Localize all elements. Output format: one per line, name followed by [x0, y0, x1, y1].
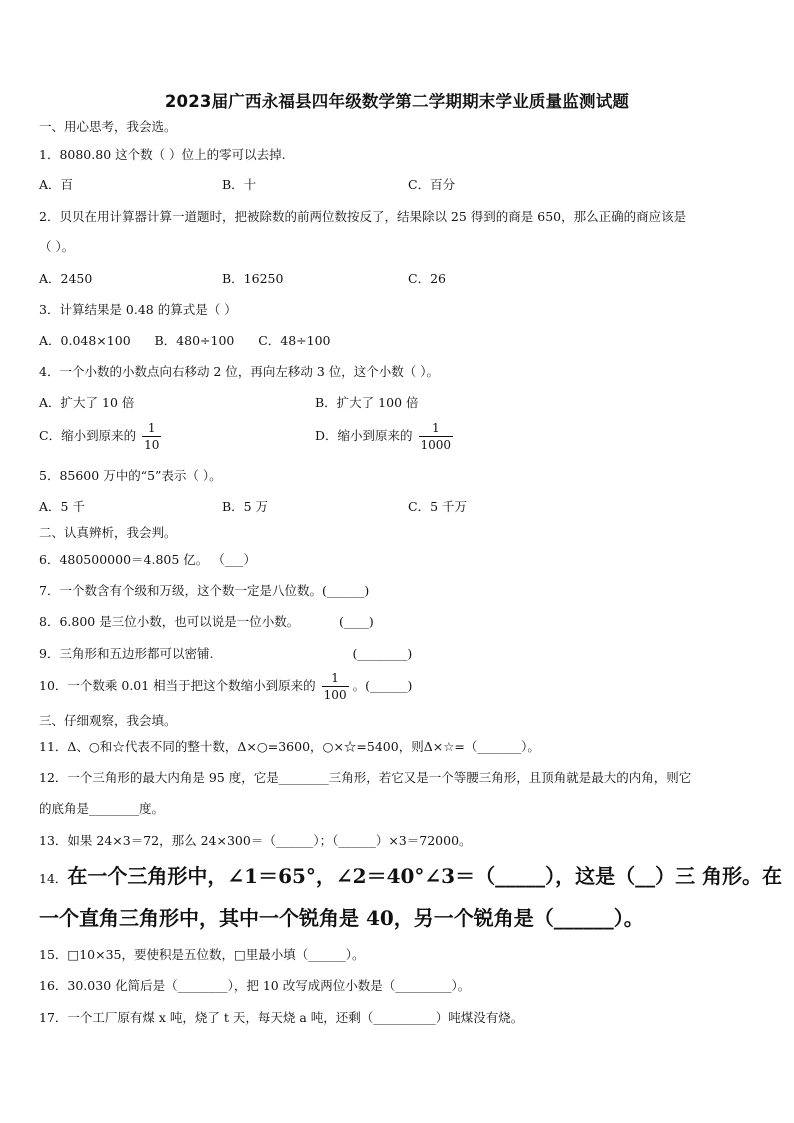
question-2-options [39, 270, 759, 288]
option-d-text: D．缩小到原来的 [315, 428, 413, 443]
option-c-text: C．缩小到原来的 [39, 428, 137, 443]
question-5: 5．85600 万中的“5”表示（ ）。 [39, 468, 222, 483]
question-10-text: 10．一个数乘 0.01 相当于把这个数缩小到原来的 [39, 678, 316, 693]
question-12-line-1: 12．一个三角形的最大内角是 95 度，它是________三角形，若它又是一个等腰三角形，且顶角就是最大的内角，则它 [39, 770, 692, 785]
question-8: 8．6.800 是三位小数，也可以说是一位小数。 (____) [39, 614, 374, 629]
option-a: A．百 [39, 177, 74, 192]
fraction-numerator: 1 [331, 671, 339, 685]
question-12-line-2: 的底角是________度。 [39, 801, 165, 816]
question-9: 9．三角形和五边形都可以密铺. (________) [39, 646, 413, 661]
option-c [39, 422, 161, 451]
option-c: C．26 [408, 271, 446, 286]
fraction-numerator: 1 [431, 421, 440, 435]
fraction-one-thousandth [419, 422, 454, 451]
question-16: 16．30.030 化简后是（________），把 10 改写成两位小数是（_________）。 [39, 978, 471, 993]
question-10 [39, 672, 412, 701]
option-a: A．扩大了 10 倍 [39, 395, 135, 410]
question-4-options-cd [39, 422, 759, 458]
option-c: C．5 千万 [408, 499, 467, 514]
question-3: 3．计算结果是 0.48 的算式是（ ） [39, 302, 237, 317]
question-5-options [39, 498, 759, 516]
fraction-denominator: 100 [323, 688, 347, 702]
question-14-line-1 [39, 863, 782, 889]
page-title: 2023届广西永福县四年级数学第二学期期末学业质量监测试题 [164, 92, 630, 111]
question-17: 17．一个工厂原有煤 x 吨，烧了 t 天，每天烧 a 吨，还剩（__________）吨煤没有烧。 [39, 1010, 524, 1025]
option-b: B．扩大了 100 倍 [315, 395, 419, 410]
question-10-blank: 。(______) [352, 678, 413, 693]
fraction-one-hundredth [322, 672, 349, 701]
question-4: 4．一个小数的小数点向右移动 2 位，再向左移动 3 位，这个小数（ ）。 [39, 364, 439, 379]
question-1-options [39, 176, 759, 194]
question-15: 15．□10×35，要使积是五位数，□里最小填（______）。 [39, 947, 365, 962]
fraction-numerator: 1 [147, 421, 156, 435]
question-14-text: 在一个三角形中，∠1＝65°，∠2＝40°∠3＝（_____），这是（__）三 角形。在 [67, 864, 783, 888]
option-b: B．16250 [222, 271, 284, 286]
question-11: 11．Δ、○和☆代表不同的整十数，Δ×○=3600，○×☆=5400，则Δ×☆=（_______）。 [39, 739, 540, 754]
section-heading-choice: 一、用心思考，我会选。 [39, 119, 177, 134]
option-a: A．2450 [39, 271, 93, 286]
fraction-one-tenth [142, 422, 161, 451]
option-a: A．5 千 [39, 499, 85, 514]
fraction-denominator: 10 [144, 438, 160, 452]
section-heading-fill: 三、仔细观察，我会填。 [39, 713, 177, 728]
question-14-number: 14． [39, 871, 68, 886]
option-b: B．十 [222, 177, 257, 192]
option-d [315, 422, 453, 451]
question-3-options: A．0.048×100 B．480÷100 C．48÷100 [39, 333, 331, 348]
question-6: 6．480500000＝4.805 亿。 （___） [39, 552, 257, 567]
question-4-options-ab [39, 394, 759, 412]
option-c: C．百分 [408, 177, 456, 192]
question-2-blank: （ ）。 [39, 239, 75, 254]
section-heading-judge: 二、认真辨析，我会判。 [39, 525, 177, 540]
question-13: 13．如果 24×3＝72，那么 24×300＝（______）；（______）×3＝72000。 [39, 833, 472, 848]
question-14-line-2: 一个直角三角形中，其中一个锐角是 40，另一个锐角是（______）。 [39, 906, 644, 930]
option-b: B．5 万 [222, 499, 269, 514]
question-1: 1．8080.80 这个数（ ）位上的零可以去掉. [39, 147, 286, 162]
question-2: 2．贝贝在用计算器计算一道题时，把被除数的前两位数按反了，结果除以 25 得到的商是 650，那么正确的商应该是 [39, 209, 687, 224]
question-7: 7．一个数含有个级和万级，这个数一定是八位数。(______) [39, 583, 370, 598]
fraction-denominator: 1000 [420, 438, 452, 452]
